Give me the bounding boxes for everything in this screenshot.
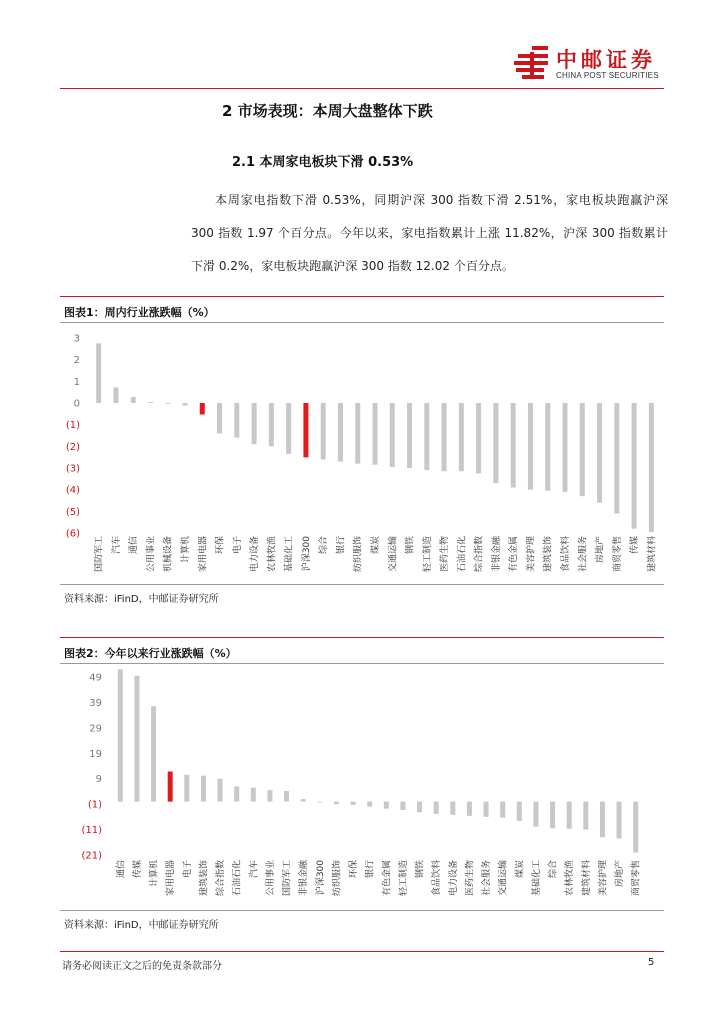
x-tick-label: 医药生物 [465, 860, 476, 897]
bar-通信 [131, 397, 136, 403]
bar-公用事业 [148, 402, 153, 403]
bar-石油石化 [459, 403, 464, 471]
x-tick-label: 建筑装饰 [543, 536, 554, 573]
x-tick-label: 通信 [129, 536, 140, 555]
x-tick-label: 有色金属 [382, 860, 393, 897]
x-tick-label: 电力设备 [448, 860, 459, 897]
bar-钢铁 [417, 802, 422, 813]
y-tick-label: 3 [73, 333, 80, 345]
bar-沪深300 [317, 802, 322, 803]
bar-食品饮料 [434, 802, 439, 814]
figure-2-bottom-rule [60, 910, 664, 911]
x-tick-label: 机械设备 [163, 536, 174, 573]
bar-石油石化 [234, 786, 239, 801]
x-tick-label: 汽车 [249, 860, 260, 879]
x-tick-label: 商贸零售 [612, 536, 623, 573]
x-tick-label: 国防军工 [282, 860, 293, 897]
y-tick-label: 1 [73, 376, 80, 388]
x-tick-label: 汽车 [111, 536, 122, 555]
bar-建筑装饰 [545, 403, 550, 491]
body-paragraph: 本周家电指数下滑 0.53%，同期沪深 300 指数下滑 2.51%，家电板块跑赢沪深 300 指数 1.97 个百分点。今年以来，家电指数累计上涨 11.82%，沪深 300 指数累计下滑 0.2%，家电板块跑赢沪深 300 指数 12.02 个百分点。 [191, 193, 668, 273]
bar-公用事业 [267, 790, 272, 801]
x-tick-label: 纺织服饰 [332, 860, 343, 897]
footer-disclaimer: 请务必阅读正文之后的免责条款部分 [62, 961, 222, 972]
y-tick-label: 19 [89, 748, 102, 760]
subsection-title: 2.1 本周家电板块下滑 0.53% [232, 155, 414, 170]
x-tick-label: 环保 [215, 536, 226, 555]
figure-1-source: 资料来源：iFinD，中邮证券研究所 [64, 594, 219, 605]
page-number: 5 [648, 957, 655, 968]
bar-轻工制造 [400, 802, 405, 810]
bar-交通运输 [390, 403, 395, 467]
bar-国防军工 [284, 791, 289, 802]
figure-2 [60, 637, 664, 937]
bar-农林牧渔 [269, 403, 274, 446]
x-tick-label: 计算机 [181, 536, 191, 564]
x-tick-label: 国防军工 [94, 536, 105, 573]
figure-2-source: 资料来源：iFinD，中邮证券研究所 [64, 920, 219, 931]
bar-环保 [351, 802, 356, 805]
x-tick-label: 通信 [116, 860, 127, 879]
x-tick-label: 房地产 [615, 860, 626, 888]
y-tick-label: 2 [73, 355, 80, 367]
y-tick-label: 29 [89, 723, 102, 735]
x-tick-label: 石油石化 [457, 536, 468, 573]
bar-家用电器 [168, 772, 173, 802]
y-tick-label: (4) [65, 485, 80, 497]
x-tick-label: 建筑材料 [581, 860, 592, 897]
x-tick-label: 综合 [319, 536, 330, 555]
y-tick-label: (1) [87, 799, 102, 811]
bar-综合指数 [476, 403, 481, 473]
weekly-industry-chart [60, 326, 664, 596]
x-tick-label: 商贸零售 [631, 860, 642, 897]
bar-家用电器 [200, 403, 205, 414]
x-tick-label: 电子 [182, 860, 193, 879]
x-tick-label: 基础化工 [531, 860, 542, 897]
x-tick-label: 计算机 [149, 860, 160, 888]
bar-美容护理 [528, 403, 533, 490]
bar-沪深300 [303, 403, 308, 457]
bar-计算机 [183, 403, 188, 406]
x-tick-label: 钢铁 [405, 536, 416, 555]
x-tick-label: 综合 [548, 860, 559, 879]
x-tick-label: 美容护理 [598, 860, 609, 897]
bar-计算机 [151, 706, 156, 801]
bar-房地产 [617, 802, 622, 839]
y-tick-label: (6) [65, 528, 80, 540]
x-tick-label: 食品饮料 [561, 536, 571, 573]
x-tick-label: 非银金融 [299, 860, 310, 897]
bar-国防军工 [96, 343, 101, 403]
ytd-industry-chart [60, 667, 664, 917]
x-tick-label: 沪深300 [301, 536, 312, 572]
footer-divider [60, 951, 664, 952]
bar-电子 [184, 775, 189, 802]
header-divider [60, 88, 664, 89]
x-tick-label: 家用电器 [198, 536, 209, 573]
x-tick-label: 交通运输 [388, 536, 399, 573]
x-tick-label: 家用电器 [166, 860, 177, 897]
x-tick-label: 有色金属 [509, 536, 520, 573]
x-tick-label: 钢铁 [415, 860, 426, 879]
x-tick-label: 公用事业 [265, 860, 276, 897]
x-tick-label: 社会服务 [482, 860, 493, 897]
bar-基础化工 [533, 802, 538, 827]
x-tick-label: 公用事业 [146, 536, 157, 573]
x-tick-label: 煤炭 [371, 536, 381, 555]
bar-房地产 [597, 403, 602, 503]
bar-综合指数 [218, 779, 223, 802]
section-title: 2 市场表现：本周大盘整体下跌 [222, 102, 433, 120]
bar-农林牧渔 [567, 802, 572, 829]
bar-商贸零售 [614, 403, 619, 514]
x-tick-label: 银行 [365, 860, 376, 879]
figure-2-title-rule [60, 663, 664, 664]
bar-轻工制造 [424, 403, 429, 470]
x-tick-label: 食品饮料 [432, 860, 443, 897]
bar-汽车 [251, 788, 256, 802]
bar-机械设备 [165, 403, 170, 404]
x-tick-label: 农林牧渔 [565, 860, 576, 897]
logo-english-name: CHINA POST SECURITIES [556, 71, 659, 80]
bar-环保 [217, 403, 222, 433]
bar-钢铁 [407, 403, 412, 468]
bar-纺织服饰 [355, 403, 360, 464]
bar-综合 [321, 403, 326, 459]
bar-建筑材料 [583, 802, 588, 830]
x-tick-label: 美容护理 [526, 536, 537, 573]
bar-社会服务 [484, 802, 489, 817]
x-tick-label: 基础化工 [284, 536, 295, 573]
bar-电力设备 [450, 802, 455, 815]
x-tick-label: 银行 [336, 536, 347, 555]
x-tick-label: 电子 [232, 536, 243, 555]
post-logo-icon [512, 44, 552, 82]
bar-通信 [118, 669, 123, 801]
x-tick-label: 电力设备 [250, 536, 261, 573]
bar-电子 [234, 403, 239, 438]
figure-1-title: 图表1：周内行业涨跌幅（%） [64, 306, 215, 319]
x-tick-label: 传媒 [132, 860, 143, 879]
x-tick-label: 非银金融 [491, 536, 502, 573]
figure-1-bottom-rule [60, 584, 664, 585]
bar-煤炭 [517, 802, 522, 821]
x-tick-label: 建筑材料 [647, 536, 658, 573]
x-tick-label: 房地产 [595, 536, 606, 564]
bar-商贸零售 [633, 802, 638, 853]
x-tick-label: 综合指数 [474, 536, 485, 573]
bar-传媒 [632, 403, 637, 529]
bar-非银金融 [301, 799, 306, 802]
bar-非银金融 [493, 403, 498, 483]
x-tick-label: 环保 [349, 860, 360, 879]
x-tick-label: 石油石化 [232, 860, 243, 897]
x-tick-label: 医药生物 [440, 536, 451, 573]
bar-美容护理 [600, 802, 605, 838]
bar-食品饮料 [563, 403, 568, 492]
bar-医药生物 [467, 802, 472, 816]
bar-有色金属 [384, 802, 389, 809]
bar-汽车 [113, 387, 118, 403]
bar-基础化工 [286, 403, 291, 454]
bar-社会服务 [580, 403, 585, 496]
y-tick-label: (5) [65, 506, 80, 518]
y-tick-label: 39 [89, 697, 102, 709]
x-tick-label: 轻工制造 [422, 536, 433, 573]
bar-建筑材料 [649, 403, 654, 532]
y-tick-label: (2) [65, 441, 80, 453]
bar-银行 [338, 403, 343, 462]
x-tick-label: 综合指数 [216, 860, 227, 897]
figure-2-title: 图表2：今年以来行业涨跌幅（%） [64, 647, 237, 660]
figure-1 [60, 296, 664, 611]
y-tick-label: 9 [95, 774, 102, 786]
bar-综合 [550, 802, 555, 829]
x-tick-label: 农林牧渔 [267, 536, 278, 573]
y-tick-label: (3) [65, 463, 80, 475]
logo-chinese-name: 中邮证券 [556, 48, 656, 72]
x-tick-label: 交通运输 [498, 860, 509, 897]
x-tick-label: 传媒 [630, 536, 641, 555]
bar-电力设备 [252, 403, 257, 444]
y-tick-label: (1) [65, 420, 80, 432]
bar-建筑装饰 [201, 776, 206, 802]
bar-纺织服饰 [334, 802, 339, 805]
x-tick-label: 建筑装饰 [199, 860, 210, 897]
bar-医药生物 [442, 403, 447, 471]
figure-1-title-rule [60, 322, 664, 323]
bar-煤炭 [373, 403, 378, 465]
y-tick-label: (11) [81, 825, 102, 837]
company-logo [512, 44, 672, 84]
bar-银行 [367, 802, 372, 807]
y-tick-label: (21) [81, 850, 102, 862]
x-tick-label: 纺织服饰 [353, 536, 364, 573]
y-tick-label: 0 [73, 398, 80, 410]
bar-交通运输 [500, 802, 505, 818]
x-tick-label: 沪深300 [315, 860, 326, 896]
figure-2-top-rule [60, 637, 664, 638]
y-tick-label: 49 [89, 672, 102, 684]
x-tick-label: 社会服务 [578, 536, 589, 573]
figure-1-top-rule [60, 296, 664, 297]
bar-传媒 [134, 676, 139, 802]
x-tick-label: 煤炭 [515, 860, 526, 879]
bar-有色金属 [511, 403, 516, 488]
x-tick-label: 轻工制造 [398, 860, 409, 897]
